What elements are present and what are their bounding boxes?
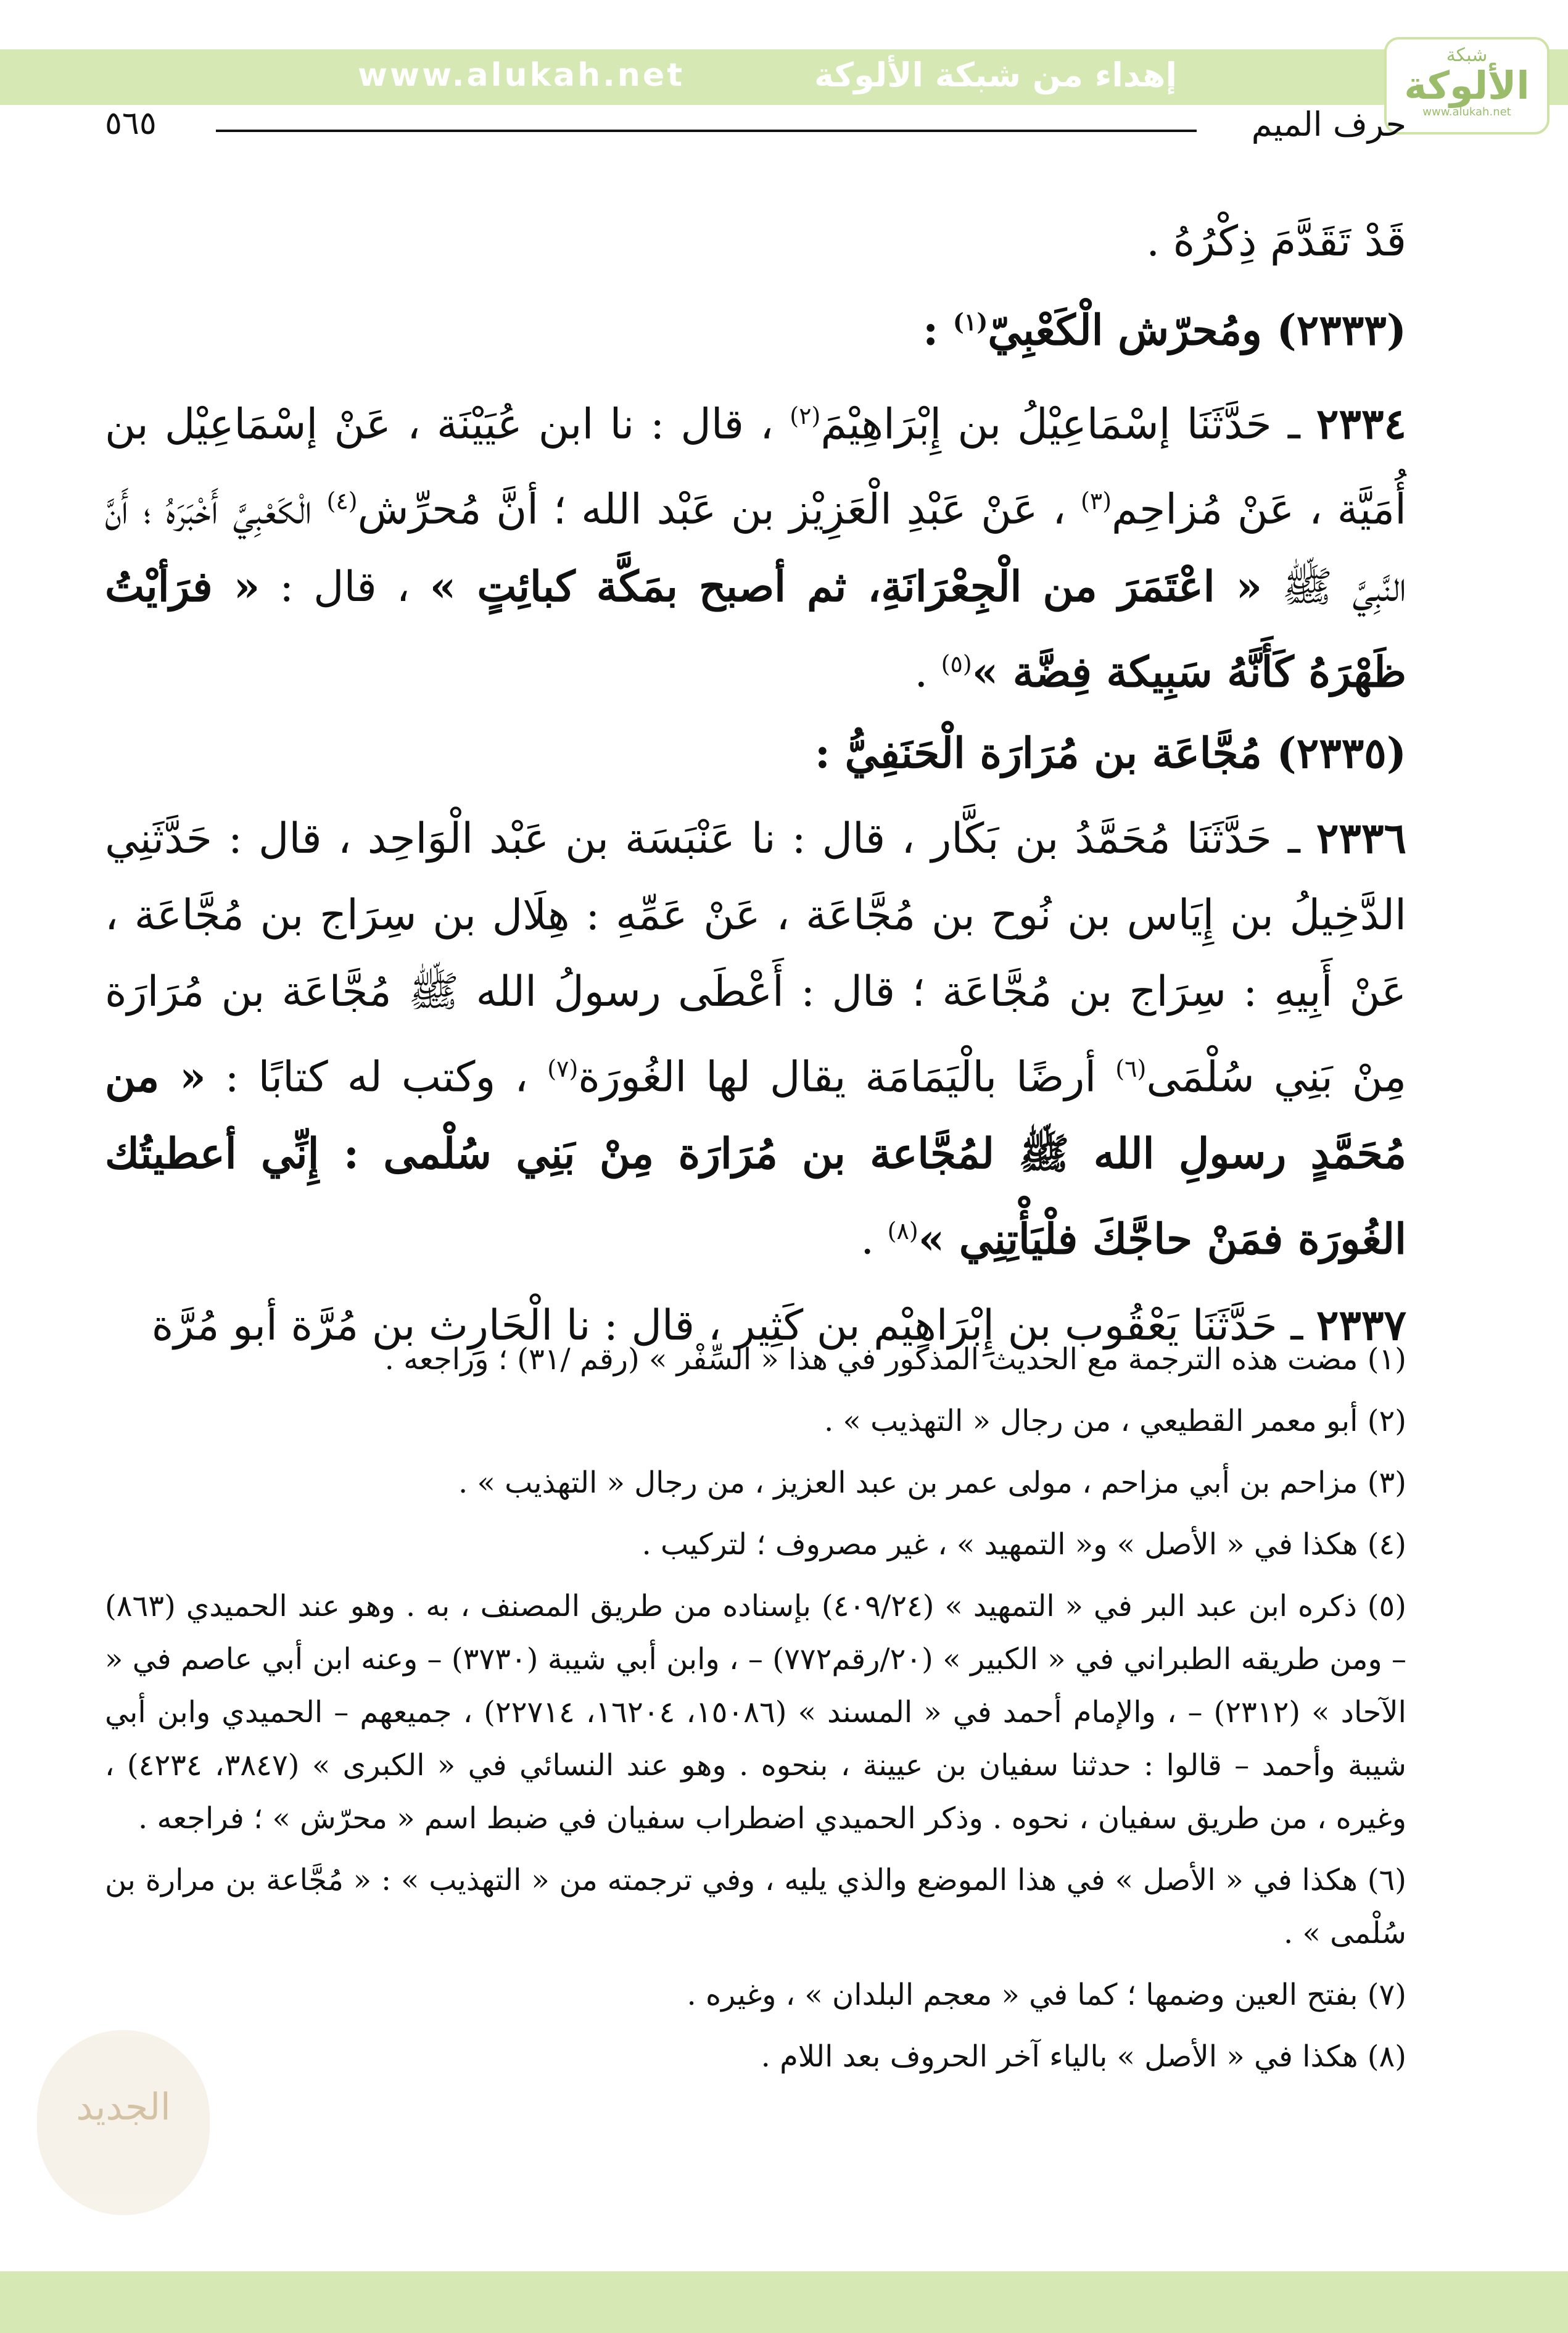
hadith-number: ٢٣٣٧ xyxy=(1316,1300,1406,1350)
footnote-ref[interactable]: (٧) xyxy=(547,1055,579,1082)
footnote: (٦) هكذا في « الأصل » في هذا الموضع والذي يليه ، وفي ترجمته من « التهذيب » : « مُجَّاعة بن مرارة بن سُلْمى » . xyxy=(105,1863,1406,1950)
entry-number: (٢٣٣٣) xyxy=(1276,305,1406,355)
main-text xyxy=(105,204,1406,1364)
watermark-text: الجديد xyxy=(76,2086,171,2129)
footnote-ref[interactable]: (٦) xyxy=(1115,1055,1147,1082)
footnote: (٨) هكذا في « الأصل » بالياء آخر الحروف بعد اللام . xyxy=(761,2039,1406,2074)
logo-name: الألوكة xyxy=(1404,63,1530,108)
entry-name: ومُحرّش الْكَعْبِيّ xyxy=(988,305,1262,355)
entry-2335 xyxy=(105,715,1406,792)
entry-tail: : xyxy=(814,728,845,778)
hadith-text: ـ حَدَّثَنَا مُحَمَّدُ بن بَكَّار ، قال : نا عَنْبَسَة بن عَبْد الْوَاحِد ، قال : حَدَّثَنِي الدَّخِيلُ بن إِيَاس بن نُوح بن مُجَّاعَة ، عَنْ عَمِّهِ : هِلَال بن سِرَاج بن مُجَّاعَة ، عَنْ أَبِيهِ : سِرَاج بن مُجَّاعَة ؛ قال : أَعْطَى رسولُ الله ﷺ مُجَّاعَة بن مُرَارَة مِنْ بَنِي سُلْمَى xyxy=(105,814,1406,1102)
bottom-bar xyxy=(0,2271,1568,2333)
logo-url: www.alukah.net xyxy=(1422,106,1511,118)
hadith-matn: « من مُحَمَّدٍ رسولِ الله ﷺ لمُجَّاعة بن مُرَارَة مِنْ بَنِي سُلْمى : إِنِّي أعطيتُك الغُورَة فمَنْ حاجَّكَ فلْيَأْتِنِي » xyxy=(105,1052,1406,1264)
footnote-ref[interactable]: (٣) xyxy=(1080,487,1112,515)
page-header xyxy=(105,105,1406,148)
hadith-text: ، عَنْ عَبْدِ الْعَزِيْز بن عَبْد الله ؛ أنَّ مُحرِّش xyxy=(357,485,1081,534)
hadith-text: ، قال : xyxy=(260,562,430,611)
section-title: حرف الميم xyxy=(1251,105,1406,144)
alukah-logo xyxy=(1384,37,1549,135)
footnote-ref[interactable]: (٤) xyxy=(326,487,358,515)
footnote: (٥) ذكره ابن عبد البر في « التمهيد » (٤٠٩/٢٤) بإسناده من طريق المصنف ، به . وهو عند الحميدي (٨٦٣) – ومن طريقه الطبراني في « الكبير » (٢٠/رقم٧٧٢) – ، وابن أبي شيبة (٣٧٣٠) – وعنه ابن أبي عاصم في « الآحاد » (٢٣١٢) – ، والإمام أحمد في « المسند » (١٥٠٨٦، ١٦٢٠٤، ٢٢٧١٤) ، جميعهم – الحميدي وابن أبي شيبة وأحمد – قالوا : حدثنا سفيان بن عيينة ، بنحوه . وهو عند النسائي في « الكبرى » (٣٨٤٧، ٤٢٣٤) ، وغيره ، من طريق سفيان ، نحوه . وذكر الحميدي اضطراب سفيان في ضبط اسم « محرّش » ؛ فراجعه . xyxy=(105,1589,1407,1836)
hadith-text: ، قال : نا ابن عُيَيْنَة ، عَنْ إسْمَاعِيْل بن أُمَيَّة ، عَنْ مُزاحِم xyxy=(105,400,1406,534)
logo-top-text: شبكة xyxy=(1446,44,1488,66)
hadith-text: ، وكتب له كتابًا : xyxy=(205,1053,548,1102)
footnote-ref[interactable]: (٨) xyxy=(887,1217,918,1245)
footnote-ref[interactable]: (١) xyxy=(952,308,988,336)
entry-2333 xyxy=(105,284,1406,369)
hadith-number: ٢٣٣٤ xyxy=(1316,399,1406,449)
line-intro: قَدْ تَقَدَّمَ ذِكْرُهُ . xyxy=(1146,217,1406,266)
site-banner xyxy=(0,49,1568,108)
hadith-text: أرضًا بالْيَمَامَة يقال لها الغُورَة xyxy=(578,1053,1116,1102)
page-number: ٥٦٥ xyxy=(105,105,157,142)
entry-tail: : xyxy=(923,305,953,355)
hadith-2336 xyxy=(105,800,1406,1278)
footnotes xyxy=(105,1333,1406,2092)
gift-text: إهداء من شبكة الألوكة xyxy=(814,56,1177,94)
hadith-text: ـ حَدَّثَنَا يَعْقُوب بن إِبْرَاهِيْم بن كَثِير ، قال : نا الْحَارِث بن مُرَّة أبو مُرَّة xyxy=(151,1301,1316,1350)
hadith-number: ٢٣٣٦ xyxy=(1316,813,1406,863)
footnote: (٤) هكذا في « الأصل » و« التمهيد » ، غير مصروف ؛ لتركيب . xyxy=(642,1527,1406,1562)
hadith-text: . xyxy=(860,1215,888,1264)
footnote-ref[interactable]: (٢) xyxy=(790,402,821,429)
footnote: (١) مضت هذه الترجمة مع الحديث المذكور في هذا « السِّفْر » (رقم /٣١) ؛ وراجعه . xyxy=(384,1342,1406,1377)
hadith-matn: « اعْتَمَرَ من الْجِعْرَانَةِ، ثم أصبح بمَكَّة كبائِتٍ » xyxy=(429,561,1263,611)
entry-name: مُجَّاعَة بن مُرَارَة الْحَنَفِيُّ xyxy=(844,728,1262,778)
hadith-text: ـ حَدَّثَنَا إسْمَاعِيْلُ بن إِبْرَاهِيْمَ xyxy=(820,400,1316,449)
footnote: (٣) مزاحم بن أبي مزاحم ، مولى عمر بن عبد العزيز ، من رجال « التهذيب » . xyxy=(458,1465,1406,1500)
hadith-text: الْكَعْبِيَّ أَخْبَرَهُ ؛ أَنَّ النَّبِيَّ ﷺ xyxy=(105,485,1407,611)
footnote-ref[interactable]: (٥) xyxy=(941,650,972,678)
hadith-matn: « فرَأيْتُ ظَهْرَهُ كَأَنَّهُ سَبِيكة فِضَّة » xyxy=(105,561,1406,697)
header-rule xyxy=(216,130,1197,132)
footnote: (٢) أبو معمر القطيعي ، من رجال « التهذيب » . xyxy=(823,1404,1406,1438)
hadith-2334 xyxy=(105,378,1406,711)
site-url[interactable]: www.alukah.net xyxy=(358,57,685,94)
footnote: (٧) بفتح العين وضمها ؛ كما في « معجم البلدان » ، وغيره . xyxy=(687,1978,1406,2012)
watermark-logo xyxy=(37,2030,210,2215)
entry-number: (٢٣٣٥) xyxy=(1276,728,1406,778)
hadith-text: . xyxy=(914,648,941,697)
